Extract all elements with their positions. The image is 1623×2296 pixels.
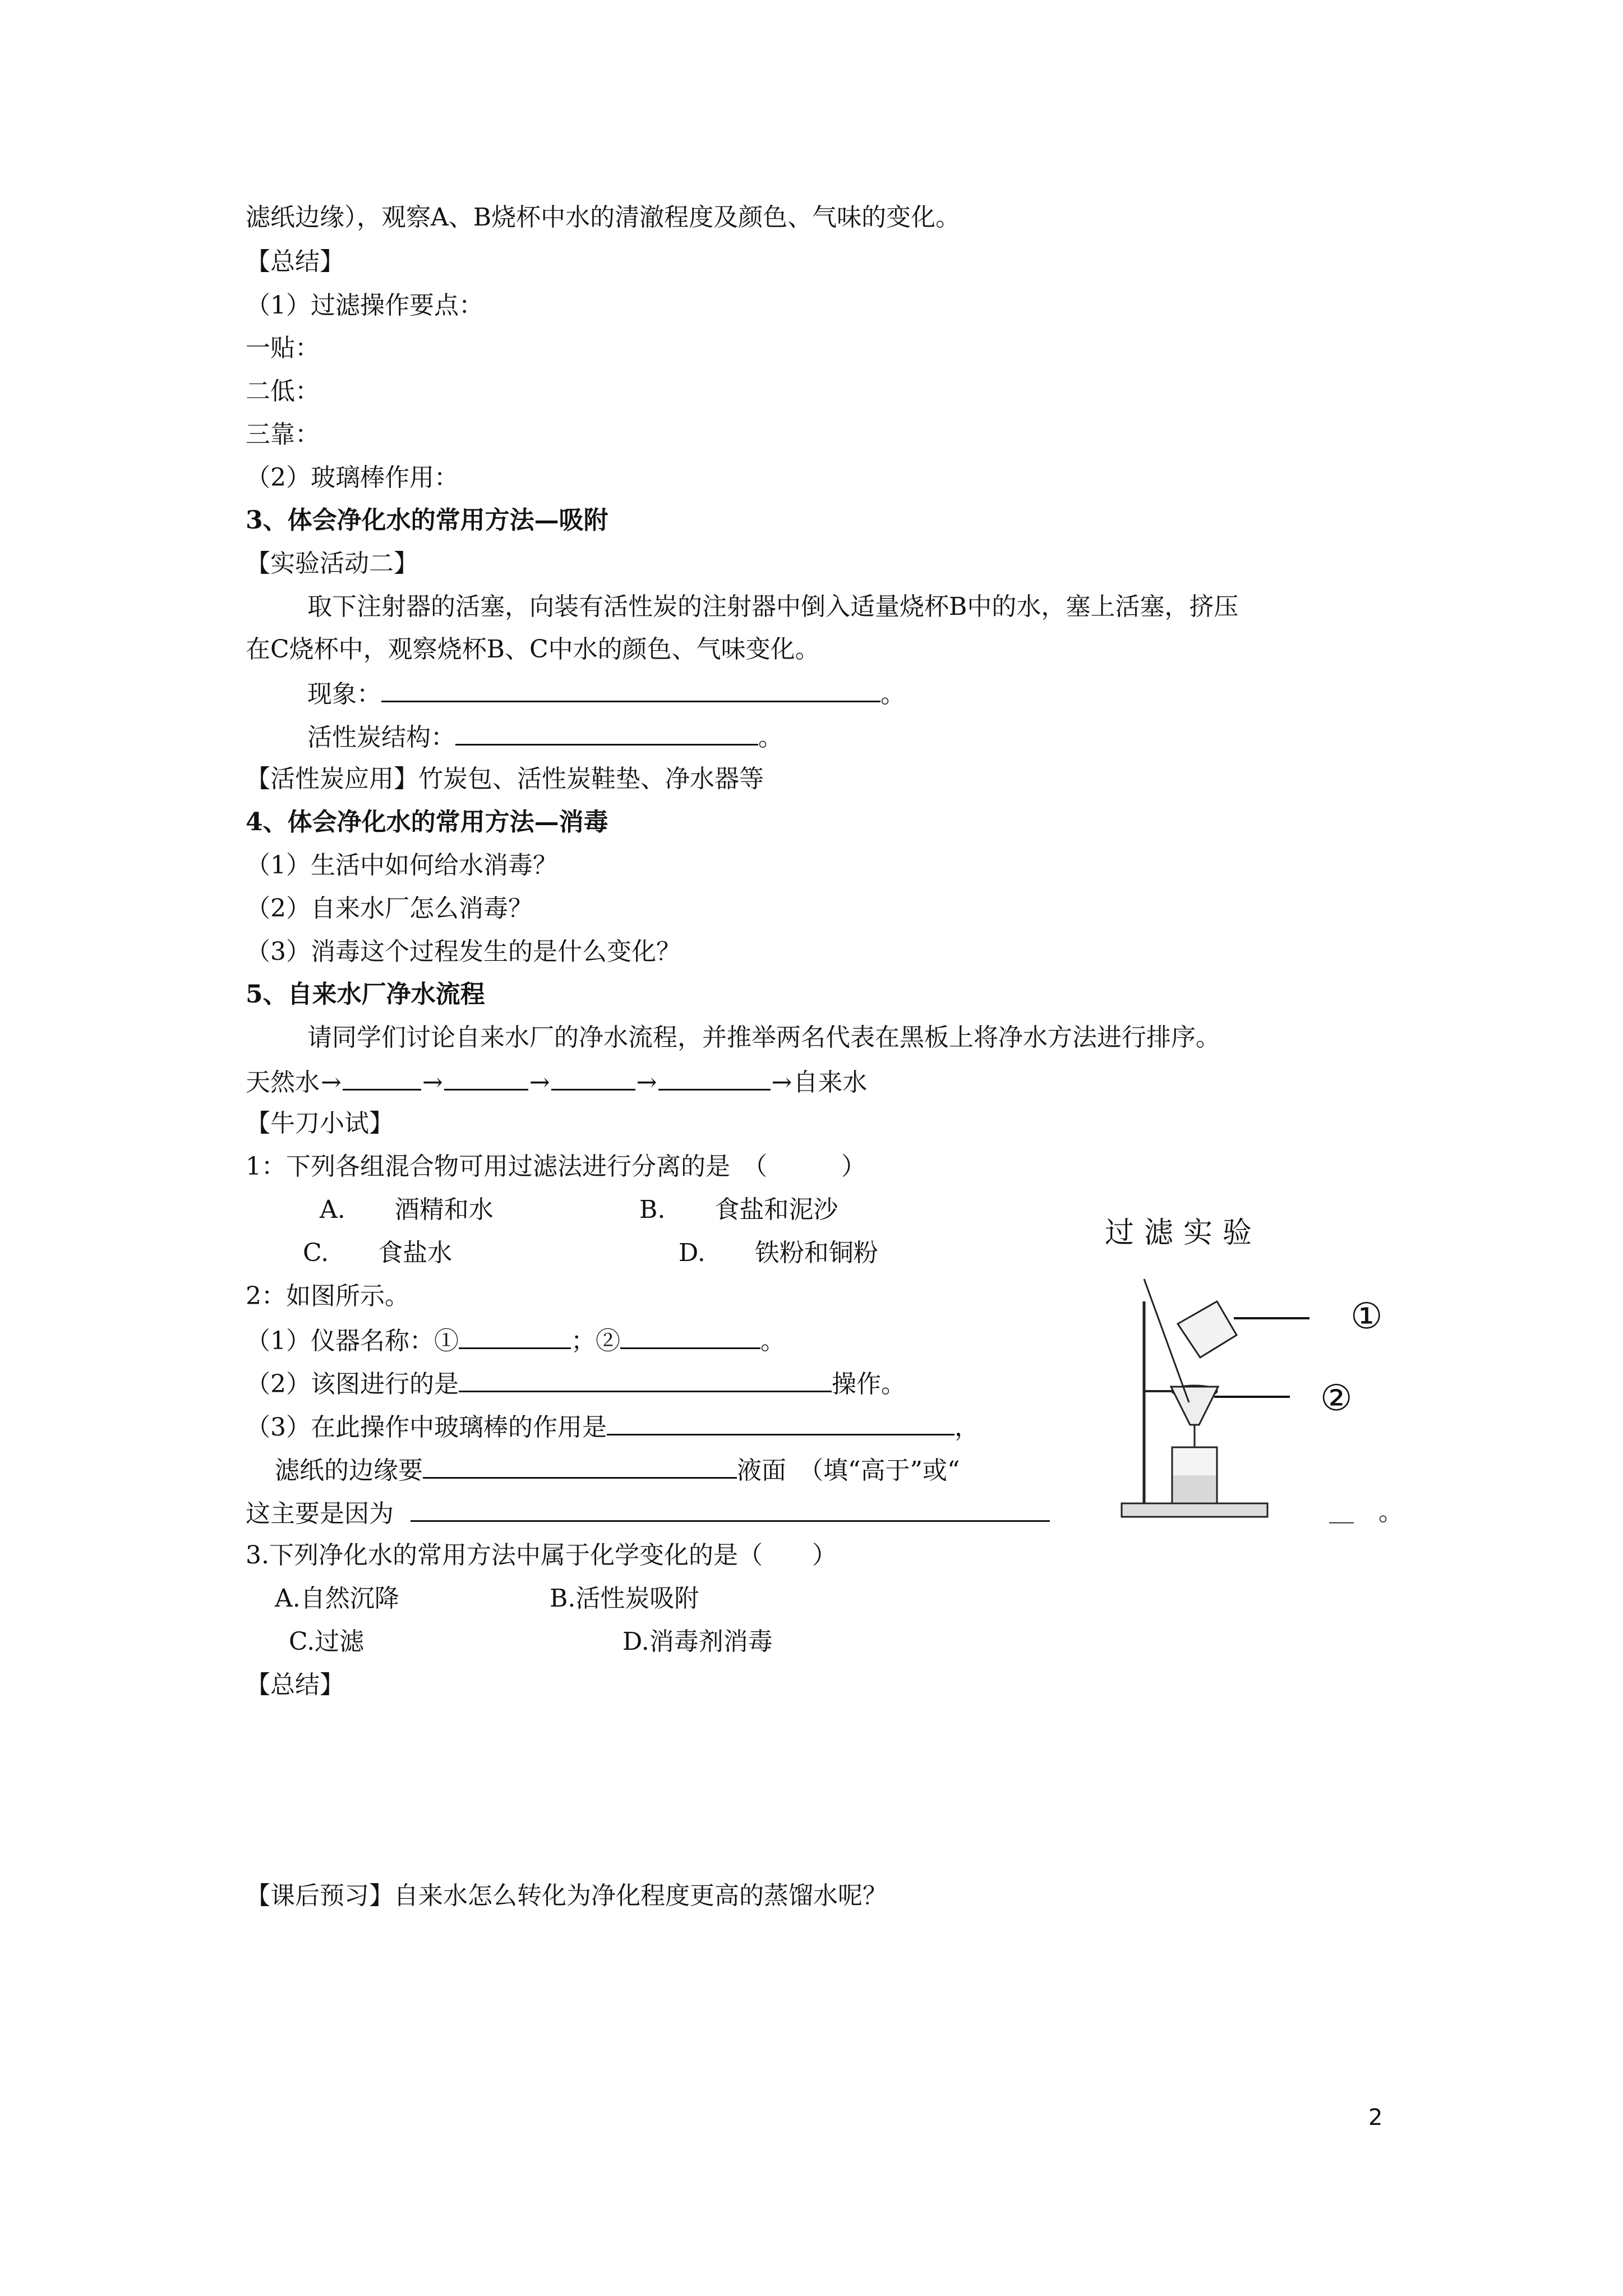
q3-option-c: C.过滤 [289, 1627, 365, 1656]
arrow-icon: → [529, 1068, 550, 1097]
question-3: 3.下列净化水的常用方法中属于化学变化的是（ ） [246, 1541, 837, 1570]
q2-part-1 [246, 1323, 785, 1358]
carbon-structure-label: 活性炭结构： [307, 723, 455, 752]
figure-label-2: ② [1320, 1378, 1353, 1419]
period: 。 [760, 1327, 785, 1355]
question-1: 1：下列各组混合物可用过滤法进行分离的是 （ ） [246, 1152, 866, 1181]
option-b: B. 食盐和泥沙 [639, 1195, 838, 1224]
q3-option-a: A.自然沉降 [275, 1584, 399, 1613]
q2-part-1-sep: ；② [571, 1327, 620, 1355]
after-class-preview: 【课后预习】自来水怎么转化为净化程度更高的蒸馏水呢？ [246, 1881, 887, 1910]
period: 。 [758, 723, 783, 752]
q2-part-3-label: （3）在此操作中玻璃棒的作用是 [246, 1413, 607, 1442]
question-2: 2：如图所示。 [246, 1282, 409, 1310]
text-line: （1）过滤操作要点： [246, 291, 483, 320]
q2-part-5-end: ＿ 。 [1329, 1498, 1403, 1526]
q2-part-2-label: （2）该图进行的是 [246, 1370, 459, 1398]
glass-rod-role-blank[interactable] [607, 1409, 955, 1435]
period: 。 [880, 680, 905, 708]
arrow-icon: → [636, 1068, 657, 1097]
text-line: 二低： [246, 377, 320, 406]
phenomenon-blank[interactable] [381, 676, 880, 702]
q2-part-5 [246, 1496, 1050, 1531]
figure-label-1: ① [1350, 1296, 1383, 1337]
operation-blank[interactable] [459, 1366, 832, 1392]
option-a: A. 酒精和水 [320, 1195, 494, 1224]
section-summary-2: 【总结】 [246, 1671, 344, 1699]
text-line: 【活性炭应用】竹炭包、活性炭鞋垫、净水器等 [246, 765, 764, 793]
q3-option-b: B.活性炭吸附 [550, 1584, 699, 1613]
q3-option-d: D.消毒剂消毒 [623, 1627, 773, 1656]
section-activity-2: 【实验活动二】 [246, 549, 418, 578]
carbon-structure-line [307, 719, 783, 754]
option-d: D. 铁粉和铜粉 [679, 1239, 878, 1267]
instrument-1-blank[interactable] [459, 1323, 571, 1349]
flow-start: 天然水 [246, 1068, 320, 1097]
heading-5: 5、自来水厂净水流程 [246, 980, 485, 1009]
phenomenon-label: 现象： [307, 680, 381, 708]
text-line: （3）消毒这个过程发生的是什么变化？ [246, 937, 681, 966]
text-line: 在C烧杯中，观察烧杯B、C中水的颜色、气味变化。 [246, 635, 820, 664]
arrow-icon: → [422, 1068, 443, 1097]
figure-title: 过滤实验 [1105, 1216, 1262, 1250]
reason-blank[interactable] [411, 1496, 1050, 1522]
carbon-structure-blank[interactable] [455, 719, 758, 746]
text-line: （2）玻璃棒作用： [246, 463, 459, 492]
q2-part-1-label: （1）仪器名称：① [246, 1327, 459, 1355]
text-line: 一贴： [246, 334, 320, 362]
q2-part-2-suffix: 操作。 [832, 1370, 906, 1398]
q2-part-5-label: 这主要是因为 [246, 1499, 394, 1528]
text-line: 取下注射器的活塞，向装有活性炭的注射器中倒入适量烧杯B中的水，塞上活塞，挤压 [307, 592, 1239, 621]
flow-blank-1[interactable] [343, 1064, 421, 1091]
text-line: （2）自来水厂怎么消毒？ [246, 894, 533, 923]
filter-paper-blank[interactable] [423, 1452, 737, 1479]
text-line: 三靠： [246, 420, 320, 449]
heading-3: 3、体会净化水的常用方法—吸附 [246, 506, 608, 535]
text-line: 滤纸边缘），观察A、B烧杯中水的清澈程度及颜色、气味的变化。 [246, 203, 961, 232]
section-summary: 【总结】 [246, 247, 344, 276]
flow-blank-4[interactable] [658, 1064, 771, 1091]
text-line: （1）生活中如何给水消毒？ [246, 851, 557, 880]
arrow-icon: → [771, 1068, 792, 1097]
flow-blank-2[interactable] [444, 1064, 528, 1091]
section-practice: 【牛刀小试】 [246, 1109, 394, 1138]
q2-part-4-suffix: 液面 （填“高于”或“ [737, 1456, 960, 1485]
instrument-2-blank[interactable] [620, 1323, 760, 1349]
phenomenon-line [307, 676, 905, 711]
flow-end: 自来水 [793, 1068, 868, 1097]
page-number: 2 [1368, 2105, 1383, 2131]
q2-part-2 [246, 1366, 906, 1401]
flow-blank-3[interactable] [551, 1064, 635, 1091]
text-line: 请同学们讨论自来水厂的净水流程，并推举两名代表在黑板上将净水方法进行排序。 [307, 1023, 1220, 1052]
q2-part-4-label: 滤纸的边缘要 [275, 1456, 423, 1485]
option-c: C. 食盐水 [303, 1239, 453, 1267]
q2-part-4 [275, 1452, 960, 1488]
heading-4: 4、体会净化水的常用方法—消毒 [246, 808, 608, 836]
comma: ， [955, 1413, 979, 1442]
q2-part-3 [246, 1409, 979, 1444]
arrow-icon: → [321, 1068, 342, 1097]
flow-line [246, 1064, 867, 1099]
